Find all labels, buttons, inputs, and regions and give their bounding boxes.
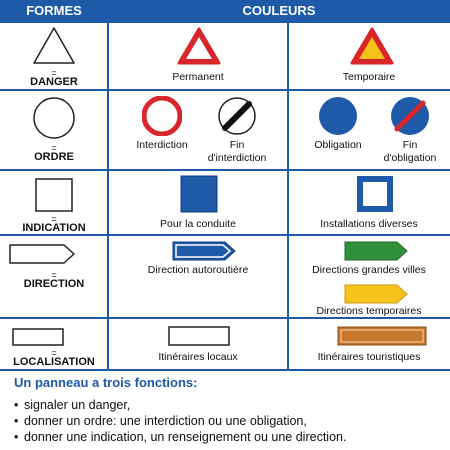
autoroutiere-sign-icon — [172, 241, 236, 261]
label-temporaires: Directions temporaires — [316, 305, 422, 317]
row-divider — [0, 169, 450, 171]
interdiction-sign-icon — [142, 96, 182, 136]
row-divider — [0, 89, 450, 91]
temporaires-sign-icon — [344, 284, 408, 304]
equals-sign: = — [51, 214, 57, 224]
itineraires-touristiques-sign-icon — [337, 326, 427, 346]
label-obligation: Obligation — [314, 139, 362, 151]
label-autoroutiere: Direction autoroutière — [147, 264, 249, 276]
footer-item-text: donner une indication, un renseignement ou une direction. — [24, 430, 347, 444]
fin-interdiction-sign-icon — [217, 96, 257, 136]
table-header — [0, 0, 450, 21]
label-conduite: Pour la conduite — [160, 218, 236, 230]
shape-label-danger: DANGER — [30, 76, 78, 88]
shape-label-indication: INDICATION — [22, 222, 86, 234]
indication-shape-icon — [35, 178, 73, 212]
equals-sign: = — [51, 348, 57, 358]
itineraires-locaux-sign-icon — [168, 326, 230, 346]
danger-shape-icon — [32, 26, 76, 66]
label-fin-obligation-1: Fin — [402, 139, 418, 151]
bullet: • — [14, 398, 19, 412]
label-temporaire: Temporaire — [342, 71, 396, 83]
grandes-villes-sign-icon — [344, 241, 408, 261]
footer-item-text: donner un ordre: une interdiction ou une obligation, — [24, 414, 307, 428]
installations-sign-icon — [356, 175, 394, 213]
row-divider — [0, 234, 450, 236]
footer-item-text: signaler un danger, — [24, 398, 131, 412]
label-fin-interdiction-2: d'interdiction — [207, 152, 267, 164]
fin-obligation-sign-icon — [390, 96, 430, 136]
label-itineraires-locaux: Itinéraires locaux — [158, 351, 238, 363]
row-divider — [0, 21, 450, 23]
label-fin-obligation-2: d'obligation — [383, 152, 437, 164]
equals-sign: = — [51, 68, 57, 78]
shape-label-ordre: ORDRE — [34, 151, 74, 163]
equals-sign: = — [51, 270, 57, 280]
footer-text — [0, 371, 450, 450]
equals-sign: = — [51, 143, 57, 153]
footer-item — [14, 398, 130, 412]
direction-shape-icon — [9, 244, 75, 264]
bullet: • — [14, 414, 19, 428]
localisation-shape-icon — [12, 328, 64, 346]
label-permanent: Permanent — [172, 71, 224, 83]
label-grandes-villes: Directions grandes villes — [312, 264, 426, 276]
obligation-sign-icon — [318, 96, 358, 136]
header-couleurs: COULEURS — [242, 3, 316, 18]
ordre-shape-icon — [32, 96, 76, 140]
label-itineraires-touristiques: Itinéraires touristiques — [317, 351, 421, 363]
danger-temporaire-sign-icon — [349, 26, 395, 66]
signs-table — [0, 21, 450, 371]
header-formes: FORMES — [26, 3, 82, 18]
bullet: • — [14, 430, 19, 444]
footer-title: Un panneau a trois fonctions: — [14, 375, 198, 390]
shape-label-localisation: LOCALISATION — [13, 356, 95, 368]
label-installations: Installations diverses — [320, 218, 418, 230]
label-interdiction: Interdiction — [136, 139, 188, 151]
footer-item — [14, 414, 307, 428]
shape-label-direction: DIRECTION — [23, 278, 85, 290]
danger-permanent-sign-icon — [176, 26, 222, 66]
footer-item — [14, 430, 346, 444]
conduite-sign-icon — [180, 175, 218, 213]
label-fin-interdiction-1: Fin — [229, 139, 245, 151]
